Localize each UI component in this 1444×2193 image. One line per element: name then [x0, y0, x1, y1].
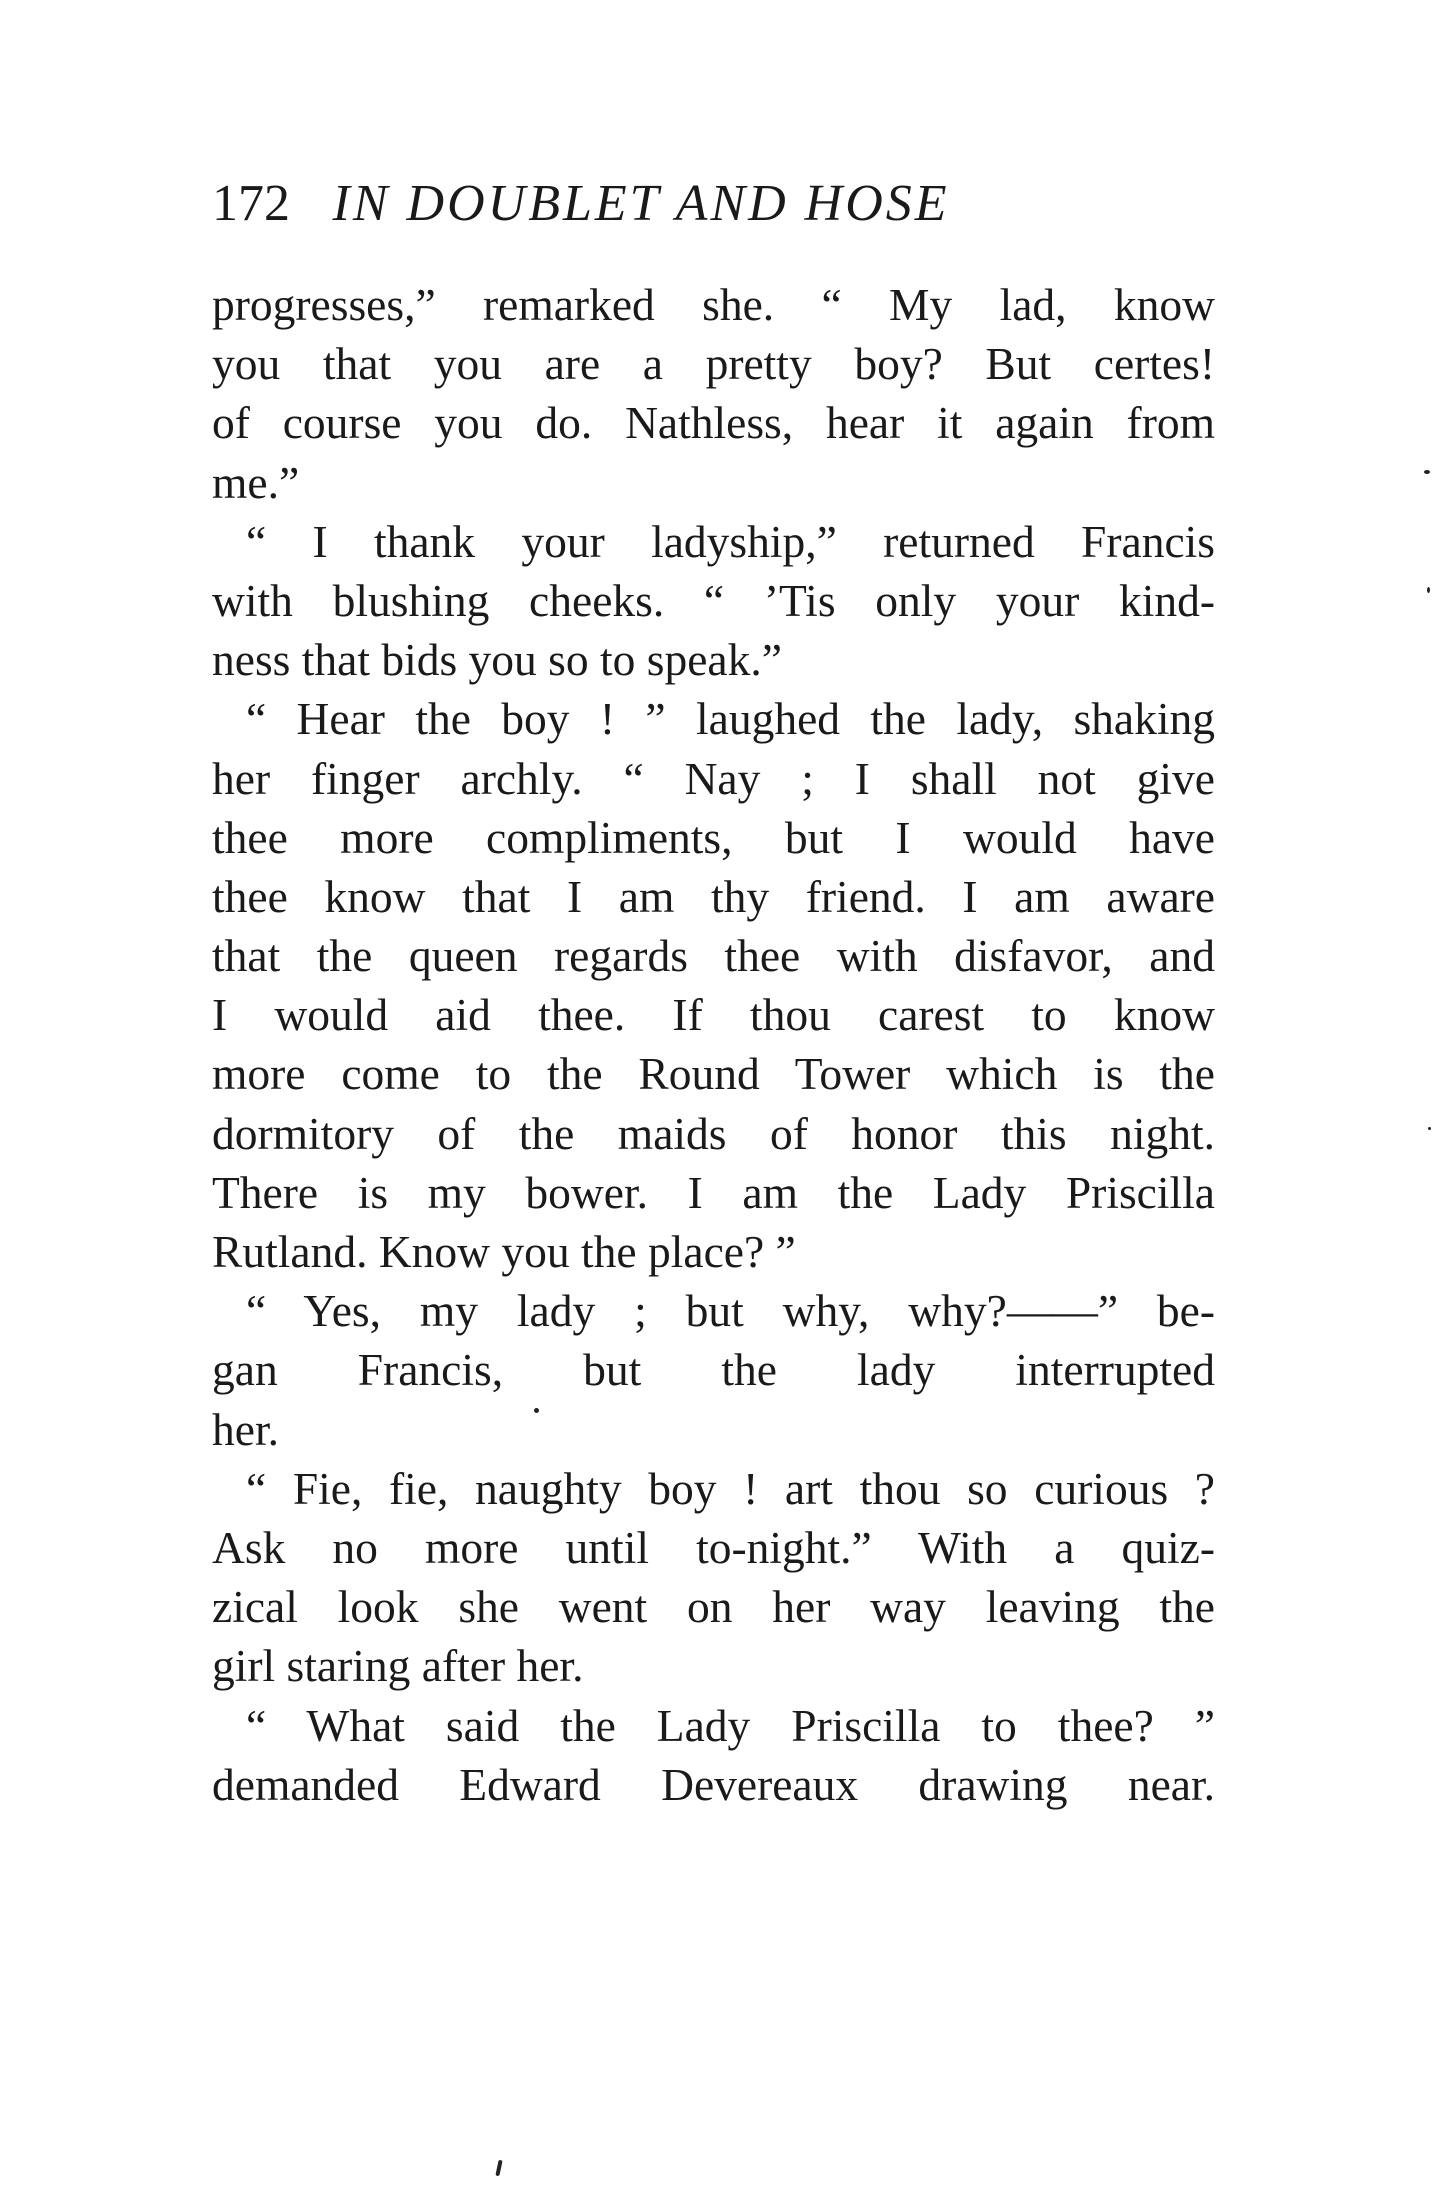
text-line: thee more compliments, but I would have — [212, 811, 1215, 863]
text-line: more come to the Round Tower which is the — [212, 1048, 1215, 1100]
text-line: girl staring after her. — [212, 1640, 584, 1692]
body-text — [212, 275, 1215, 1814]
text-line: “ I thank your ladyship,” returned Francis — [246, 515, 1215, 567]
text-line: I would aid thee. If thou carest to know — [212, 989, 1215, 1041]
book-title: IN DOUBLET AND HOSE — [332, 175, 950, 232]
text-line: her. — [212, 1403, 279, 1455]
text-line: dormitory of the maids of honor this night. — [212, 1107, 1215, 1159]
page-number: 172 — [212, 175, 290, 232]
text-line: progresses,” remarked she. “ My lad, know — [212, 279, 1215, 330]
running-head — [212, 168, 1212, 238]
scan-speck — [1424, 470, 1430, 474]
scan-speck — [534, 1408, 539, 1413]
text-line: demanded Edward Devereaux drawing near. — [212, 1758, 1215, 1810]
text-line: There is my bower. I am the Lady Priscilla — [212, 1166, 1215, 1218]
text-line: with blushing cheeks. “ ’Tis only your kind- — [212, 574, 1215, 626]
text-line: Rutland. Know you the place? ” — [212, 1226, 796, 1277]
text-line: Ask no more until to-night.” With a quiz- — [212, 1521, 1215, 1573]
text-line: ness that bids you so to speak.” — [212, 634, 782, 686]
scan-speck — [495, 2160, 502, 2176]
text-line: me.” — [212, 456, 300, 508]
text-line: “ Hear the boy ! ” laughed the lady, shaking — [246, 693, 1215, 745]
text-line: that the queen regards thee with disfavor, and — [212, 930, 1215, 982]
text-line: her finger archly. “ Nay ; I shall not give — [212, 752, 1215, 804]
scan-speck — [1428, 1127, 1431, 1130]
text-line: you that you are a pretty boy? But certes! — [212, 338, 1215, 390]
text-line: gan Francis, but the lady interrupted — [212, 1344, 1215, 1396]
text-line: “ Yes, my lady ; but why, why?——” be- — [246, 1285, 1215, 1337]
text-line: “ What said the Lady Priscilla to thee? ” — [246, 1699, 1215, 1751]
text-line: thee know that I am thy friend. I am aware — [212, 870, 1215, 922]
scan-speck — [1427, 587, 1430, 593]
text-line: zical look she went on her way leaving the — [212, 1581, 1215, 1633]
text-line: of course you do. Nathless, hear it again from — [212, 397, 1215, 449]
text-line: “ Fie, fie, naughty boy ! art thou so curious ? — [246, 1462, 1215, 1514]
